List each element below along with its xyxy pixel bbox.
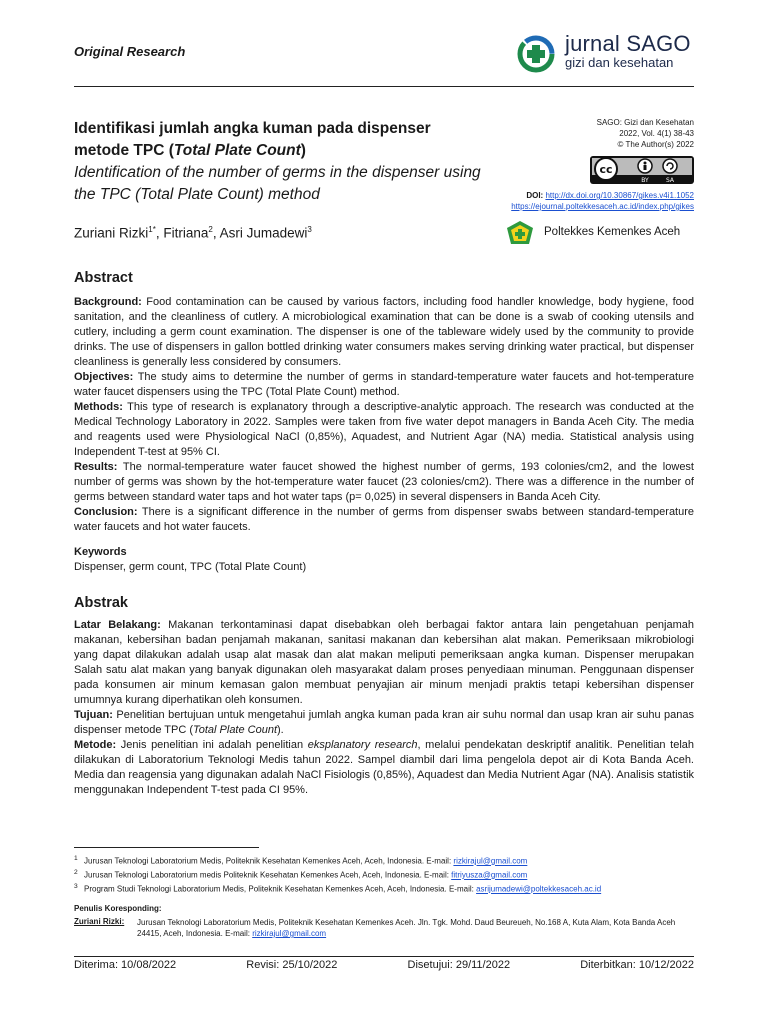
author-name: Fitriana: [163, 225, 209, 241]
abstract-body: Background: Food contamination can be caused by various factors, including food handler knowledge, body hygiene, food sanitation, and the cleanliness of cutlery. A microbiological examination that can be done is a swab of cooking utensils and cutlery, including a germ count examination. The dispenser is one of the tableware widely used by the community to provide drinks. The use of dispensers in gallon bottled drinking water consumers makes serving drinking water practical, but dispenser cleanliness is generally less considered by consumers. Objectives: The study aims to determine the number of germs in standard-temperature water faucets and hot-temperature water faucet dispensers using the TPC (Total Plate Count) method. Methods: This type of research is explanatory through a descriptive-analytic approach. The research was conducted at the Medical Technology Laboratory in 2022. Samples were taken from five water depot managers in Banda Aceh City. The media and reagents used were Physiological NaCl (0,85%), Aquadest, and Nutrient Agar (NA) media. Statistical analysis using Independent T-test at 95% CI. Results: The normal-temperature water faucet showed the highest number of germs, 193 colonies/cm2, and the lowest number of germs was shown by the hot-temperature water faucet (23 colonies/cm2). There was a difference in the number of germs between standard water taps and hot water taps (p= 0,025) in several dispensers in Banda Aceh City. Conclusion: There is a significant difference in the number of germs from dispenser swabs between standard-temperature water faucets and hot water faucets.: [74, 296, 695, 533]
keywords-heading: Keywords: [74, 546, 127, 558]
article-title-english: Identification of the number of germs in the dispenser using the TPC (Total Plate Count) method: [74, 164, 481, 203]
doi-link[interactable]: http://dx.doi.org/10.30867/gikes.v4i1.1052: [545, 191, 694, 200]
abstrak-heading: Abstrak: [74, 595, 128, 611]
institution-name: Poltekkes Kemenkes Aceh: [544, 226, 681, 238]
email-link[interactable]: fitriyusza@gmail.com: [451, 870, 528, 880]
journal-site-link[interactable]: https://ejournal.poltekkesaceh.ac.id/index.php/gikes: [511, 202, 694, 211]
author-name: Asri Jumadewi: [219, 225, 308, 241]
date-accepted: Disetujui: 29/11/2022: [407, 959, 511, 971]
email-link[interactable]: rizkirajul@gmail.com: [453, 856, 528, 866]
footnote-divider: [74, 847, 259, 848]
svg-text:cc: cc: [599, 163, 613, 176]
author-list: Zuriani Rizki$^{1*}$, Fitriana$^2$, Asri Jumadewi$^3$: [74, 225, 312, 241]
footnote: $^2$ Jurusan Teknologi Laboratorium medis Politeknik Kesehatan Kemenkes Aceh, Aceh, Indonesia. E-mail: fitriyusza@gmail.com: [74, 869, 528, 880]
cc-by-sa-license-icon[interactable]: [590, 156, 694, 184]
journal-logo[interactable]: [517, 33, 692, 75]
journal-tagline: gizi dan kesehatan: [565, 55, 674, 70]
keywords-text: Dispenser, germ count, TPC (Total Plate Count): [74, 561, 307, 573]
footnote: $^3$ Program Studi Teknologi Laboratorium Medis, Politeknik Kesehatan Kemenkes Aceh, Aceh, Indonesia. E-mail: asrijumadewi@poltekkesaceh.ac.id: [74, 883, 602, 894]
article-title: Identifikasi jumlah angka kuman pada dispenser metode TPC (Total Plate Count): [74, 120, 431, 159]
correspondence-address: Jurusan Teknologi Laboratorium Medis, Politeknik Kesehatan Kemenkes Aceh. Jln. Tgk. Mohd. Daud Beureueh, No.168 A, Kuta Alam, Kota Banda Aceh 24415, Aceh, Indonesia. E-mail: rizkirajul@gmail.com: [137, 918, 676, 938]
journal-meta: SAGO: Gizi dan Kesehatan 2022, Vol. 4(1) 38-43 © The Author(s) 2022: [596, 118, 694, 149]
abstrak-body: Latar Belakang: Makanan terkontaminasi dapat disebabkan oleh berbagai faktor antara lain pengetahuan penjamah makanan, kebersihan badan penjamah makanan, sanitasi makanan dan kebersihan alat makan. Pemeriksaan mikrobiologi yang dapat dilakukan adalah usap alat masak dan alat makan meliputi pemeriksaan angka kuman. Dispenser merupakan Salah satu alat makan yang banyak digunakan oleh masyarakat dalam proses penyediaan minuman. Penggunaan dispenser pada konsumen air minum kemasan galon membuat penyajian air minum menjadi praktis tetapi kebersihan dispenser umumnya kurang diperhatikan oleh konsumen. Tujuan: Penelitian bertujuan untuk mengetahui jumlah angka kuman pada kran air suhu normal dan usap kran air suhu panas dispenser metode TPC (Total Plate Count). Metode: Jenis penelitian ini adalah penelitian eksplanatory research, melalui pendekatan deskriptif analitik. Penelitian telah dilakukan di Laboratorium Teknologi Medis tahun 2022. Sampel diambil dari lima pengelola depot air di Kota Banda Aceh. Media dan reagensia yang digunakan adalah NaCl Fisiologis (0,85%), Aquadest dan Media Nutrient Agar (NA). Analisis statistik menggunakan Independent T-test pada CI 95%.: [74, 619, 695, 796]
author-name: Zuriani Rizki: [74, 225, 149, 241]
article-type: Original Research: [74, 44, 186, 59]
correspondence-name: Zuriani Rizki:: [74, 917, 125, 926]
date-received: Diterima: 10/08/2022: [74, 959, 177, 971]
correspondence-heading: Penulis Koresponding:: [74, 904, 162, 913]
doi-block: DOI: http://dx.doi.org/10.30867/gikes.v4i1.1052 https://ejournal.poltekkesaceh.ac.id/index.php/gikes: [511, 191, 694, 211]
institution: [506, 220, 696, 246]
poltekkes-logo-icon: [506, 220, 534, 246]
journal-name: jurnal SAGO: [565, 31, 691, 56]
sago-logo-icon: [517, 35, 555, 73]
svg-text:SA: SA: [665, 177, 675, 184]
email-link[interactable]: rizkirajul@gmail.com: [252, 929, 327, 938]
email-link[interactable]: asrijumadewi@poltekkesaceh.ac.id: [476, 884, 602, 894]
header-divider: [74, 86, 694, 87]
date-published: Diterbitkan: 10/12/2022: [580, 959, 694, 971]
svg-text:BY: BY: [641, 177, 649, 184]
abstract-heading: Abstract: [74, 270, 133, 286]
footer-divider: [74, 956, 694, 957]
footnote: $^1$ Jurusan Teknologi Laboratorium Medis, Politeknik Kesehatan Kemenkes Aceh, Aceh, Indonesia. E-mail: rizkirajul@gmail.com: [74, 855, 528, 866]
date-revised: Revisi: 25/10/2022: [246, 959, 338, 971]
publication-dates: [74, 959, 694, 971]
